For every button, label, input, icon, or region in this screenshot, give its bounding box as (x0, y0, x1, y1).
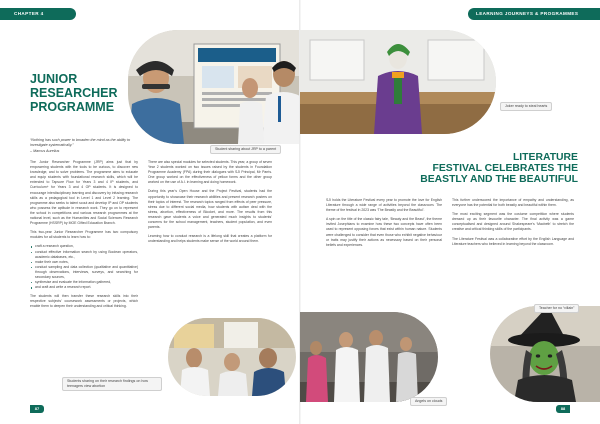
joker-photo-caption: Joker ready to steal hearts (500, 102, 552, 111)
list-item: conduct effective information search by using Boolean operators, academic databases, etc., (30, 250, 138, 260)
chapter-bar (0, 8, 76, 20)
jrp-col1-para-1: The Junior Researcher Programme (JRP) aims just that by empowering students with the tools to be curious, to discover new knowledge, and to solve problems. The programme aims to educate and equip students with foundational research skills, which will be extended to Tapsure Flow for Years 3 and 4 IP students, and Curriculum+ for Years 3 and 4 OP students. It is designed to encourage interdisciplinary learning and discovery by infusing research skills as a pedagogical tool in Level 1 and Level 2 learning. The programme also seeks to talent scout and develop IP and OP students who possess the aptitude in research work. They go on to represent the school in competitions and various research programmes at the national level, such as the Humanities and Social Sciences Research Programme (HSSRP) by MOE Gifted Education Branch. (30, 160, 138, 226)
page-number-left: 87 (30, 405, 44, 413)
jrp-quote-author: – Marcus Aurelius (30, 148, 60, 153)
jrp-module-list (30, 244, 138, 290)
angels-photo-caption: Angels on clouds (410, 397, 447, 406)
litfest-title-line-3: BEASTLY AND THE BEAUTIFUL (420, 174, 578, 186)
jrp-photo-caption: Student sharing about JRP to a parent (210, 145, 281, 154)
witch-image (490, 306, 600, 402)
jrp-photo-image (128, 30, 300, 144)
jrp-title (30, 72, 118, 114)
jrp-column-1 (30, 160, 138, 314)
litfest-col1-para-1: SJI holds the Literature Festival every year to promote the love for English Literature through a wide range of activities beyond the classroom. The theme of the festival in 2023 was ‘The Beastly and the Beautiful’. (326, 198, 442, 213)
joker-photo (300, 30, 496, 134)
litfest-title-line-1: LITERATURE (512, 152, 578, 163)
page-number-right: 88 (556, 405, 570, 413)
joker-image (300, 30, 496, 134)
jrp-col1-para-2: This two-year Junior Researcher Programme has two compulsory modules for all students to learn how to: (30, 230, 138, 240)
jrp-title-line-1: JUNIOR (30, 72, 78, 86)
list-item: and craft and write a research report. (30, 285, 138, 290)
litfest-col2-para-2: The most exciting segment was the costume competition where students dressed up as their favourite character. The final activity was a game conceptualised and designed around Shakespeare’s ‘Macbeth’ to stretch the creative and critical thinking skills of the participants. (452, 212, 574, 232)
section-bar (468, 8, 600, 20)
jrp-title-line-2: RESEARCHER (30, 86, 118, 100)
jrp-col2-para-2: During this year’s Open House and the Project Festival, students had the opportunity to showcase their research abilities and present research posters on their topics of interest. The research topics ranged from effects of peer pressure, stress due to different social media, how students with autism deal with the stress, abortion, effectiveness of Blooket, and more. The results from this research gave students a voice and generated much insights to students’ concerns for the school management, teachers, student population, and even parents. (148, 189, 272, 230)
section-label: LEARNING JOURNEYS & PROGRAMMES (476, 11, 579, 16)
jrp-column-2 (148, 160, 272, 248)
litfest-column-1 (326, 198, 442, 252)
jrp-quote-text: “Nothing has such power to broaden the mind as the ability to investigate systematically.” (30, 138, 131, 148)
litfest-column-2 (452, 198, 574, 251)
jrp-photo (128, 30, 300, 144)
students-sharing-caption: Students sharing on their research findings on how teenagers view abortion (62, 377, 162, 391)
jrp-quote (30, 138, 138, 154)
litfest-col2-para-3: The Literature Festival was a collaborative effort by the English Language and Literature teachers who believed in learning beyond the classroom. (452, 236, 574, 246)
jrp-col1-para-3: The students will then transfer these research skills into their respective subjects’ coursework assessments or projects, which enable them to deepen their understanding and critical thinking. (30, 294, 138, 309)
witch-photo-caption: Teacher for no “villain” (534, 304, 579, 313)
chapter-label: CHAPTER 4 (14, 11, 44, 16)
litfest-title (420, 152, 578, 186)
jrp-col2-para-1: There are also special modules for selected students. This year, a group of seven Year 2 students worked on two issues raised by the students in Foundation Programme Academy (FPA) during their dialogues with SJI Principal, Mr Parris. One group worked on the effectiveness of yellow forms and the other group worked on the use of A.I. in learning and doing homework. (148, 160, 272, 185)
jrp-title-line-3: PROGRAMME (30, 100, 115, 114)
students-sharing-photo (168, 318, 296, 396)
litfest-col1-para-2: A spin on the title of the classic fairy tale, ‘Beauty and the Beast’, the theme invited Josephians to examine how these two concepts have often been used to represent opposing forces that exist within human nature. Students were challenged to consider that even those who exhibit negative behaviour or traits may justify their actions as necessary based on their personal beliefs and experiences. (326, 217, 442, 247)
litfest-col2-para-1: This further underscored the importance of empathy and understanding, as everyone has the potential for both beastly and beautiful within them. (452, 198, 574, 208)
list-item: synthesise and evaluate the information gathered, (30, 280, 138, 285)
students-sharing-image (168, 318, 296, 396)
witch-photo (490, 306, 600, 402)
right-page (300, 0, 600, 424)
jrp-col2-para-3: Learning how to conduct research is a lifelong skill that creates a platform for understanding and helps students make sense of the world around them. (148, 234, 272, 244)
list-item: craft a research question, (30, 244, 138, 249)
angels-photo (300, 312, 438, 402)
litfest-title-line-2: FESTIVAL CELEBRATES THE (432, 163, 578, 175)
angels-image (300, 312, 438, 402)
list-item: make their own notes, (30, 260, 138, 265)
list-item: conduct sampling and data collection (qualitative and quantitative) through observations, interviews, surveys, and searching for secondary sources, (30, 265, 138, 280)
